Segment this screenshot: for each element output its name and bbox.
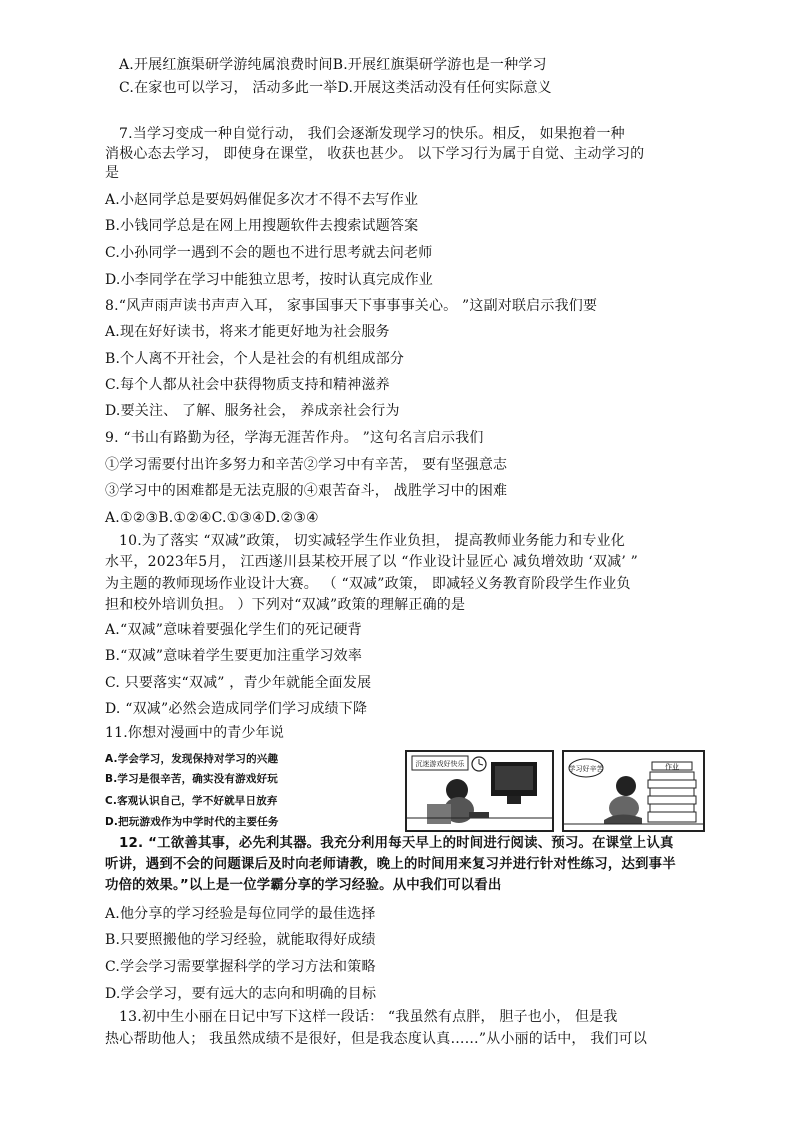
q10-stem-line1: 10.为了落实 “双减”政策， 切实减轻学生作业负担， 提高教师业务能力和专业化 [119, 533, 625, 549]
q11-stem: 11.你想对漫画中的青少年说 [105, 725, 285, 741]
q6-options-line2: C.在家也可以学习， 活动多此一举D.开展这类活动没有任何实际意义 [119, 80, 552, 96]
q11-option-c: C.客观认识自己，学不好就早日放弃 [105, 795, 278, 807]
q8-option-c: C.每个人都从社会中获得物质支持和精神滋养 [105, 377, 390, 393]
q7-stem-line2: 消极心态去学习， 即使身在课堂， 收获也甚少。 以下学习行为属于自觉、主动学习的 [105, 146, 645, 162]
comic-right-label: 作业 [665, 763, 679, 771]
q10-stem-line4: 担和校外培训负担。 ）下列对“双减”政策的理解正确的是 [105, 597, 466, 613]
q10-option-a: A.“双减”意味着要强化学生们的死记硬背 [105, 622, 362, 638]
q10-option-b: B.“双减”意味着学生要更加注重学习效率 [105, 648, 363, 664]
q11-option-d: D.把玩游戏作为中学时代的主要任务 [105, 816, 279, 828]
q12-stem-line3: 功倍的效果。”以上是一位学霸分享的学习经验。从中我们可以看出 [105, 878, 502, 893]
comic-panel-homework [562, 750, 705, 832]
q8-option-b: B.个人离不开社会，个人是社会的有机组成部分 [105, 351, 405, 367]
q7-option-d: D.小李同学在学习中能独立思考，按时认真完成作业 [105, 272, 433, 288]
gaming-illustration [407, 752, 552, 830]
q11-option-a: A.学会学习，发现保持对学习的兴趣 [105, 753, 279, 765]
comic-panel-gaming [405, 750, 554, 832]
q9-stem: 9. “书山有路勤为径，学海无涯苦作舟。 ”这句名言启示我们 [105, 430, 484, 446]
q12-option-a: A.他分享的学习经验是每位同学的最佳选择 [105, 906, 376, 922]
q10-stem-line2: 水平，2023年5月， 江西遂川县某校开展了以 “作业设计显匠心 减负增效助 ‘双减’ ” [105, 554, 638, 570]
q9-statements-line2: ③学习中的困难都是无法克服的④艰苦奋斗， 战胜学习中的困难 [105, 483, 508, 499]
q6-options-line1: A.开展红旗渠研学游纯属浪费时间B.开展红旗渠研学游也是一种学习 [119, 57, 547, 73]
q10-stem-line3: 为主题的教师现场作业设计大赛。 （ “双减”政策， 即减轻义务教育阶段学生作业负 [105, 576, 631, 592]
q7-option-b: B.小钱同学总是在网上用搜题软件去搜索试题答案 [105, 218, 419, 234]
q12-option-b: B.只要照搬他的学习经验，就能取得好成绩 [105, 932, 376, 948]
q11-option-b: B.学习是很辛苦，确实没有游戏好玩 [105, 773, 278, 785]
q10-option-d: D. “双减”必然会造成同学们学习成绩下降 [105, 701, 368, 717]
q12-option-c: C.学会学习需要掌握科学的学习方法和策略 [105, 959, 376, 975]
q12-option-d: D.学会学习，要有远大的志向和明确的目标 [105, 986, 377, 1002]
comic-right-caption: 学习好辛苦 [568, 765, 604, 773]
q10-option-c: C. 只要落实“双减” ，青少年就能全面发展 [105, 675, 372, 691]
q7-option-a: A.小赵同学总是要妈妈催促多次才不得不去写作业 [105, 192, 419, 208]
q7-option-c: C.小孙同学一遇到不会的题也不进行思考就去问老师 [105, 245, 433, 261]
homework-illustration [564, 752, 703, 830]
q8-option-d: D.要关注、 了解、服务社会， 养成亲社会行为 [105, 403, 400, 419]
q13-stem-line1: 13.初中生小丽在日记中写下这样一段话： “我虽然有点胖， 胆子也小， 但是我 [119, 1009, 618, 1025]
q7-stem-line3: 是 [105, 165, 120, 181]
q13-stem-line2: 热心帮助他人； 我虽然成绩不是很好，但是我态度认真……”从小丽的话中， 我们可以 [105, 1031, 648, 1047]
comic-left-caption: 沉迷游戏好快乐 [415, 760, 465, 768]
q7-stem-line1: 7.当学习变成一种自觉行动， 我们会逐渐发现学习的快乐。相反， 如果抱着一种 [119, 126, 625, 142]
q12-stem-line2: 听讲，遇到不会的问题课后及时向老师请教，晚上的时间用来复习并进行针对性练习，达到事半 [105, 857, 676, 872]
q9-options: A.①②③B.①②④C.①③④D.②③④ [105, 510, 319, 526]
q9-statements-line1: ①学习需要付出许多努力和辛苦②学习中有辛苦， 要有坚强意志 [105, 457, 508, 473]
q8-option-a: A.现在好好读书，将来才能更好地为社会服务 [105, 324, 390, 340]
q8-stem: 8.“风声雨声读书声声入耳， 家事国事天下事事事关心。 ”这副对联启示我们要 [105, 298, 598, 314]
q12-stem-line1: 12. “工欲善其事，必先利其器。我充分利用每天早上的时间进行阅读、预习。在课堂上认真 [119, 836, 674, 851]
